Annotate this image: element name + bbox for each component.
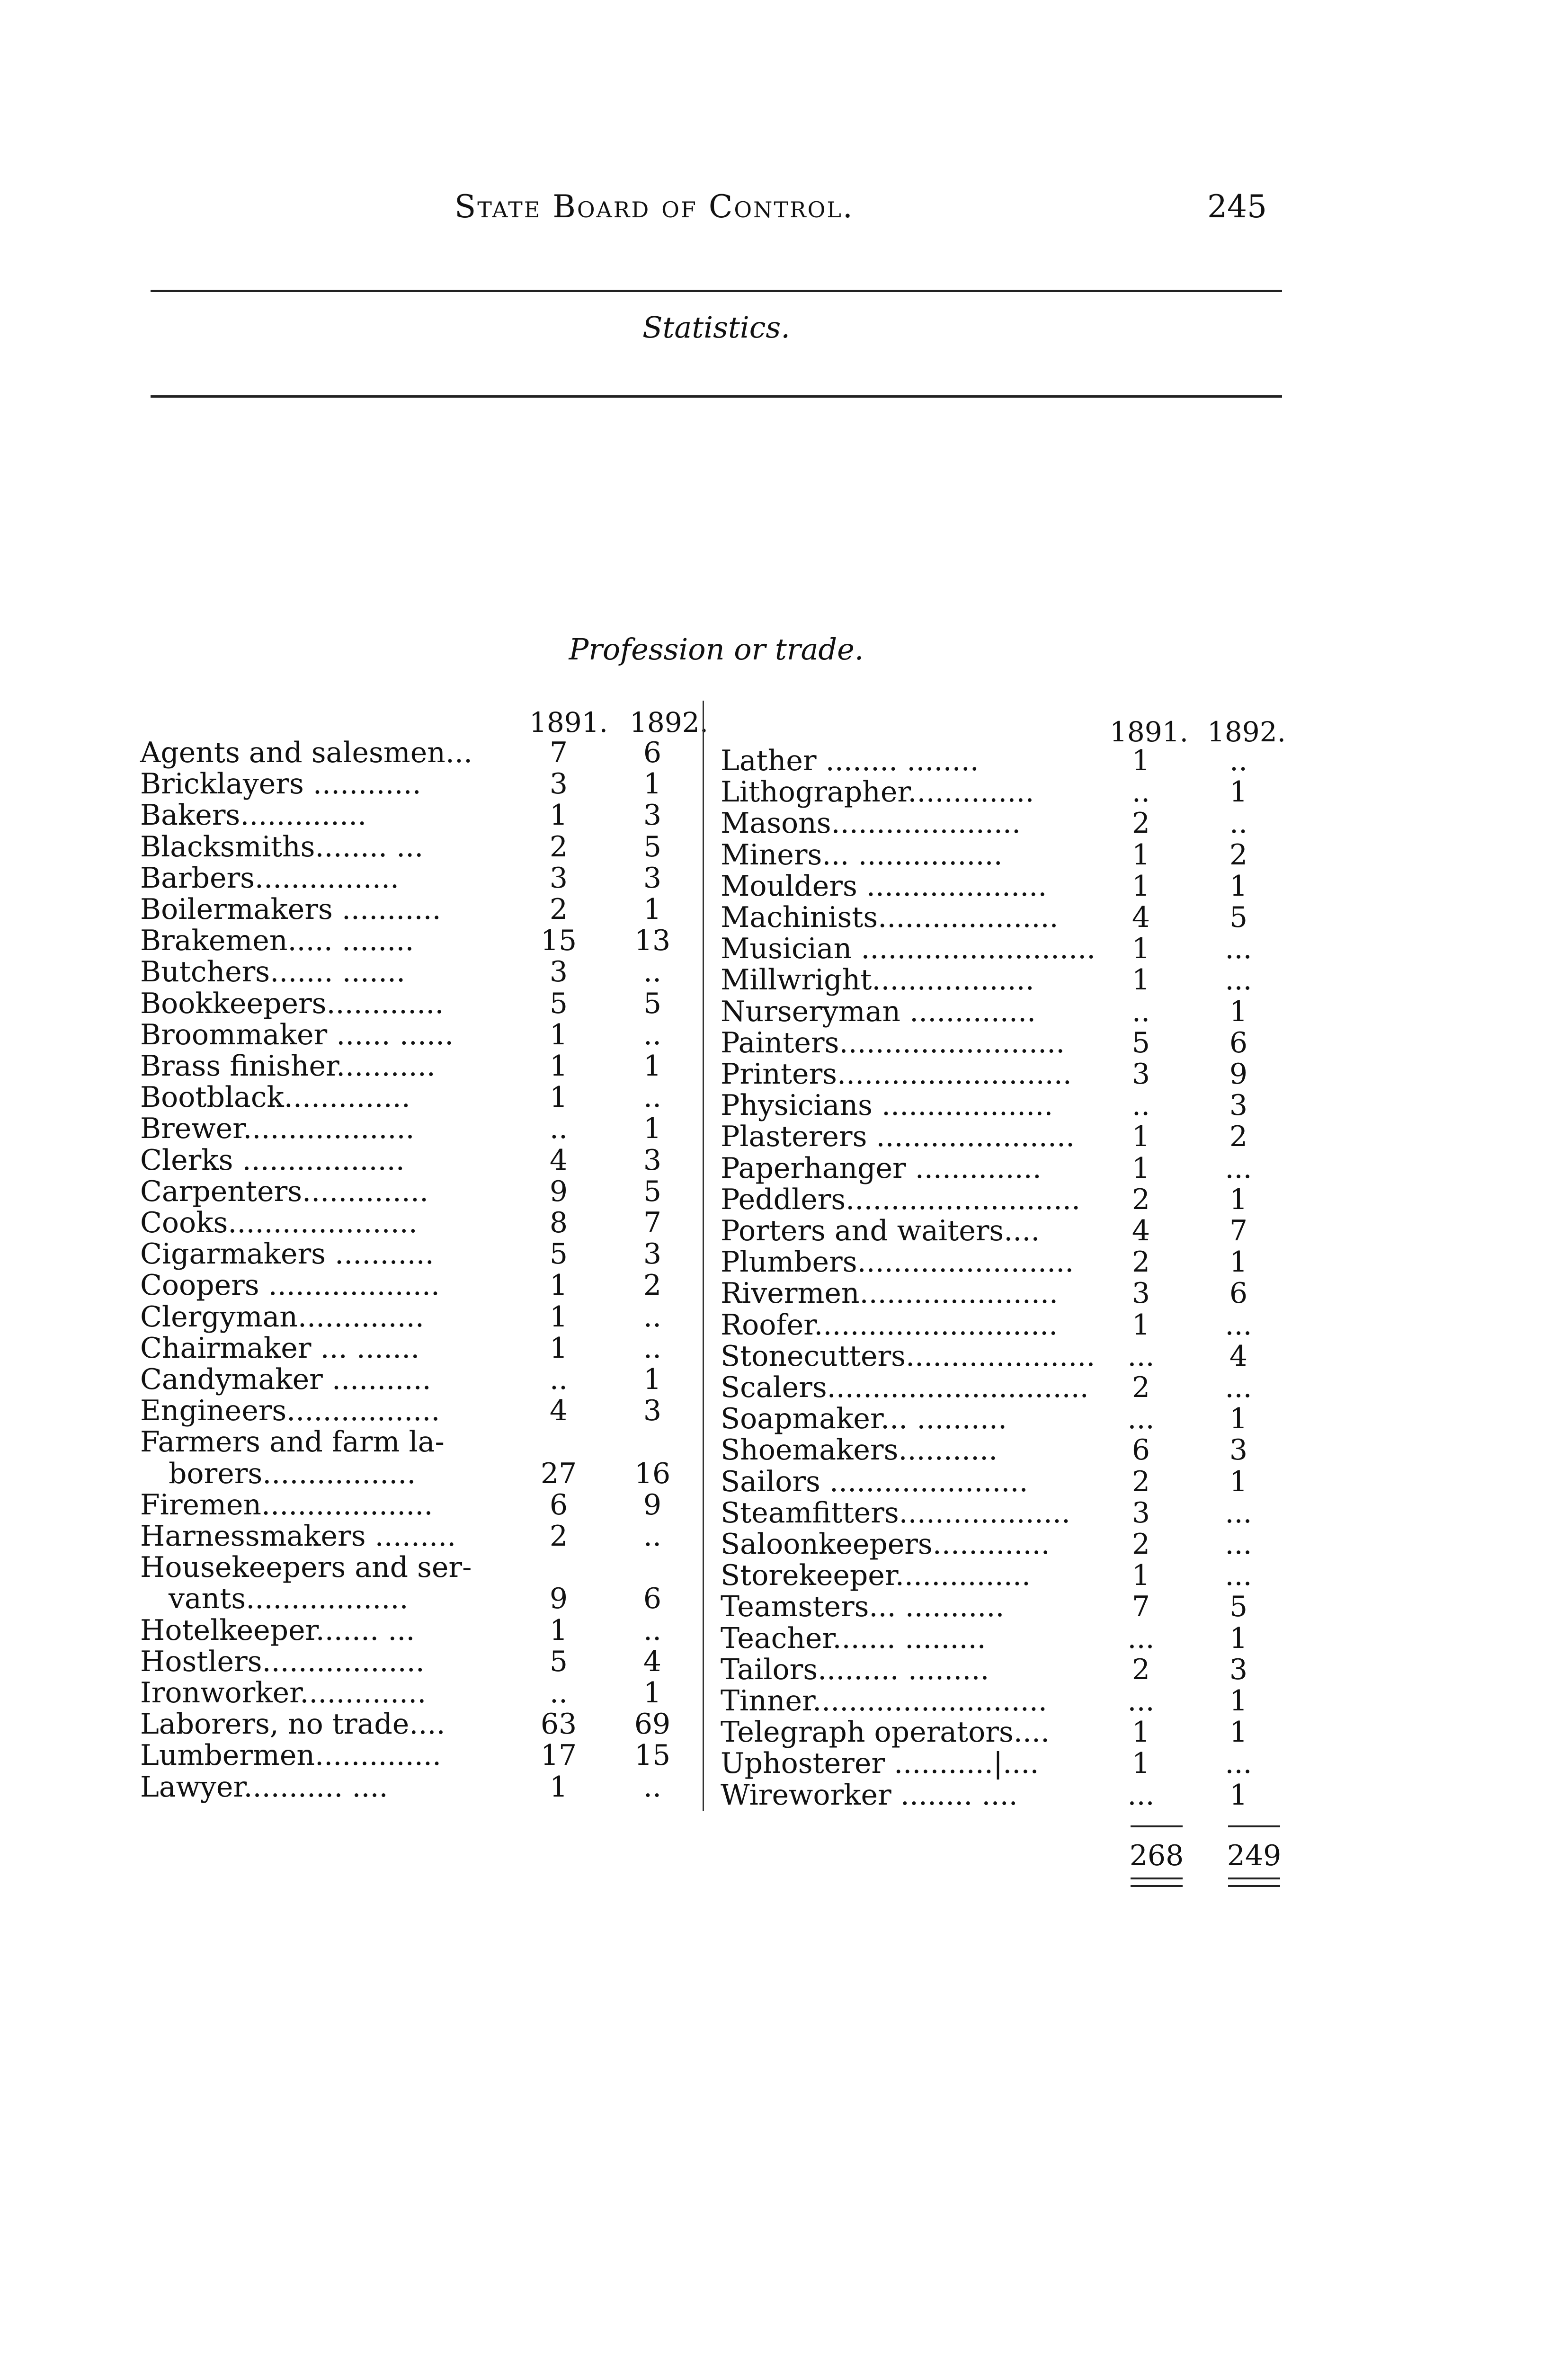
value-1892: 1 bbox=[643, 767, 662, 801]
value-1891: 1 bbox=[1131, 1716, 1150, 1749]
value-1892: .. bbox=[643, 1300, 662, 1334]
table-row bbox=[0, 775, 1568, 807]
value-1891: 4 bbox=[549, 1394, 568, 1428]
value-1892: 6 bbox=[1229, 1026, 1248, 1059]
value-1891: ... bbox=[1127, 1402, 1155, 1436]
profession-label: Laborers, no trade.... bbox=[140, 1708, 445, 1741]
value-1891: 1 bbox=[549, 799, 568, 832]
value-1892: 2 bbox=[1229, 1120, 1248, 1154]
profession-label: Soapmaker... .......... bbox=[721, 1402, 1007, 1436]
table-row bbox=[0, 963, 1568, 995]
table-row bbox=[0, 1246, 1568, 1277]
value-1892: 4 bbox=[643, 1645, 662, 1678]
table-row bbox=[0, 1559, 1568, 1593]
profession-label: Bakers.............. bbox=[140, 799, 367, 832]
value-1891: 15 bbox=[540, 924, 577, 958]
total-double-rule-1891 bbox=[1131, 1878, 1183, 1887]
value-1892: 1 bbox=[1229, 1465, 1248, 1498]
table-row bbox=[0, 1465, 1568, 1496]
value-1891: 1 bbox=[1131, 869, 1150, 903]
profession-label: Lithographer.............. bbox=[721, 775, 1034, 809]
table-row bbox=[0, 901, 1568, 932]
profession-label: Brewer................... bbox=[140, 1112, 415, 1146]
value-1892: 5 bbox=[643, 830, 662, 863]
table-row bbox=[0, 1058, 1568, 1089]
profession-label: Bootblack.............. bbox=[140, 1081, 410, 1114]
value-1891: 2 bbox=[1131, 1465, 1150, 1498]
value-1891: 4 bbox=[549, 1143, 568, 1177]
value-1891: 6 bbox=[549, 1488, 568, 1522]
value-1892: 2 bbox=[1229, 838, 1248, 872]
value-1892: 5 bbox=[643, 987, 662, 1020]
total-1892: 249 bbox=[1227, 1839, 1282, 1872]
value-1891: 4 bbox=[1131, 901, 1150, 934]
value-1891: ... bbox=[1127, 1339, 1155, 1373]
value-1891: 1 bbox=[549, 1018, 568, 1051]
value-1891: 63 bbox=[540, 1708, 577, 1741]
value-1891: ... bbox=[1127, 1684, 1155, 1717]
page-number: 245 bbox=[1207, 188, 1267, 225]
profession-label: Brass finisher........... bbox=[140, 1050, 436, 1083]
value-1891: 1 bbox=[1131, 1308, 1150, 1342]
value-1891: 1 bbox=[1131, 1120, 1150, 1154]
profession-label: Hotelkeeper....... ... bbox=[140, 1613, 415, 1647]
profession-label: Chairmaker ... ....... bbox=[140, 1331, 420, 1365]
value-1892: 16 bbox=[634, 1457, 671, 1490]
value-1892: 1 bbox=[1229, 1778, 1248, 1812]
profession-label: Millwright.................. bbox=[721, 963, 1034, 997]
value-1891: 1 bbox=[549, 1300, 568, 1334]
profession-label: Carpenters.............. bbox=[140, 1175, 429, 1208]
value-1892: ... bbox=[1225, 1747, 1252, 1780]
value-1891: 8 bbox=[549, 1206, 568, 1239]
profession-label: Lumbermen.............. bbox=[140, 1739, 442, 1772]
running-head bbox=[454, 188, 854, 225]
profession-label: Bricklayers ............ bbox=[140, 767, 421, 801]
profession-label: Farmers and farm la- bbox=[140, 1425, 445, 1459]
table-row bbox=[0, 1716, 1568, 1747]
value-1891: 1 bbox=[549, 1269, 568, 1302]
profession-label: Plumbers........................ bbox=[721, 1246, 1074, 1279]
top-rule bbox=[151, 290, 1282, 292]
profession-label: Bookkeepers............. bbox=[140, 987, 444, 1020]
value-1892: .. bbox=[1229, 744, 1248, 777]
value-1891: ... bbox=[1127, 1621, 1155, 1655]
value-1891: 17 bbox=[540, 1739, 577, 1772]
value-1892: ... bbox=[1225, 1151, 1252, 1185]
value-1892: 1 bbox=[1229, 1183, 1248, 1216]
value-1892: .. bbox=[643, 1613, 662, 1647]
left-col-head-1892: 1892. bbox=[630, 706, 709, 739]
value-1892: 3 bbox=[643, 799, 662, 832]
profession-label: Porters and waiters.... bbox=[721, 1214, 1040, 1247]
statistics-subheading: Statistics. bbox=[642, 310, 790, 345]
value-1891: 1 bbox=[1131, 1747, 1150, 1780]
profession-label: Blacksmiths........ ... bbox=[140, 830, 424, 863]
value-1892: 1 bbox=[643, 893, 662, 926]
value-1891: 1 bbox=[549, 1050, 568, 1083]
profession-label: Saloonkeepers............. bbox=[721, 1528, 1050, 1561]
value-1891: 1 bbox=[549, 1331, 568, 1365]
value-1891: 27 bbox=[540, 1457, 577, 1490]
value-1891: 1 bbox=[1131, 932, 1150, 966]
value-1891: 2 bbox=[549, 1520, 568, 1553]
value-1891: 3 bbox=[1131, 1277, 1150, 1310]
profession-label: Scalers............................. bbox=[721, 1371, 1089, 1404]
value-1891: 9 bbox=[549, 1582, 568, 1616]
value-1892: ... bbox=[1225, 1528, 1252, 1561]
table-row bbox=[0, 1183, 1568, 1214]
profession-label: Ironworker.............. bbox=[140, 1676, 427, 1709]
total-1891: 268 bbox=[1129, 1839, 1184, 1872]
value-1892: ... bbox=[1225, 1496, 1252, 1530]
table-row bbox=[0, 1214, 1568, 1246]
value-1891: 1 bbox=[1131, 1559, 1150, 1593]
value-1892: .. bbox=[1229, 807, 1248, 840]
right-col-head-1892: 1892. bbox=[1207, 716, 1286, 748]
profession-label: Firemen................... bbox=[140, 1488, 433, 1522]
value-1892: 6 bbox=[643, 736, 662, 769]
profession-label: Telegraph operators.... bbox=[721, 1716, 1050, 1749]
profession-label: Clergyman.............. bbox=[140, 1300, 424, 1334]
value-1891: 5 bbox=[549, 1645, 568, 1678]
right-col-head-1891: 1891. bbox=[1110, 716, 1189, 748]
value-1892: ... bbox=[1225, 932, 1252, 966]
value-1891: .. bbox=[549, 1676, 568, 1709]
value-1891: 6 bbox=[1131, 1433, 1150, 1467]
value-1891: .. bbox=[549, 1363, 568, 1396]
value-1892: 3 bbox=[1229, 1653, 1248, 1686]
total-rule-1892 bbox=[1228, 1825, 1280, 1827]
value-1892: ... bbox=[1225, 963, 1252, 997]
table-row bbox=[0, 1120, 1568, 1154]
profession-label: Tinner.......................... bbox=[721, 1684, 1047, 1717]
value-1891: 1 bbox=[549, 1613, 568, 1647]
profession-label: Nurseryman .............. bbox=[721, 995, 1036, 1028]
table-row bbox=[0, 1277, 1568, 1308]
table-row bbox=[0, 1152, 1568, 1183]
table-row bbox=[0, 1371, 1568, 1402]
value-1892: 69 bbox=[634, 1708, 671, 1741]
value-1892: 3 bbox=[643, 1394, 662, 1428]
profession-label: Candymaker ........... bbox=[140, 1363, 431, 1396]
value-1892: 9 bbox=[643, 1488, 662, 1522]
table-row bbox=[0, 932, 1568, 966]
table-row bbox=[0, 1779, 1568, 1810]
profession-label: Brakemen..... ........ bbox=[140, 924, 414, 958]
profession-label: Physicians ................... bbox=[721, 1089, 1053, 1122]
profession-label: Plasterers ...................... bbox=[721, 1120, 1075, 1154]
value-1892: 5 bbox=[1229, 1590, 1248, 1624]
value-1892: 4 bbox=[1229, 1339, 1248, 1373]
value-1891: 2 bbox=[1131, 807, 1150, 840]
table-row bbox=[0, 995, 1568, 1026]
profession-label: Engineers................. bbox=[140, 1394, 440, 1428]
value-1891: 2 bbox=[1131, 1528, 1150, 1561]
value-1891: .. bbox=[549, 1112, 568, 1146]
profession-label: vants.................. bbox=[169, 1582, 409, 1616]
value-1891: 3 bbox=[549, 861, 568, 895]
profession-label: Housekeepers and ser- bbox=[140, 1551, 472, 1584]
profession-label: Storekeeper............... bbox=[721, 1559, 1031, 1593]
value-1892: 1 bbox=[1229, 995, 1248, 1028]
table-row bbox=[0, 744, 1568, 775]
profession-label: Shoemakers........... bbox=[721, 1433, 998, 1467]
table-row bbox=[0, 870, 1568, 901]
profession-label: Clerks .................. bbox=[140, 1143, 405, 1177]
profession-label: Uphosterer ...........|.... bbox=[721, 1747, 1039, 1780]
left-col-head-1891: 1891. bbox=[529, 706, 608, 739]
second-rule bbox=[151, 395, 1282, 398]
value-1891: 3 bbox=[1131, 1058, 1150, 1091]
table-row bbox=[0, 1684, 1568, 1716]
profession-label: Boilermakers ........... bbox=[140, 893, 441, 926]
value-1891: 7 bbox=[549, 736, 568, 769]
profession-label: Broommaker ...... ...... bbox=[140, 1018, 454, 1051]
table-row bbox=[0, 1590, 1568, 1624]
value-1891: 2 bbox=[1131, 1371, 1150, 1404]
value-1891: 9 bbox=[549, 1175, 568, 1208]
value-1891: 3 bbox=[1131, 1496, 1150, 1530]
value-1892: 7 bbox=[1229, 1214, 1248, 1247]
profession-label: Wireworker ........ .... bbox=[721, 1778, 1018, 1812]
value-1892: 3 bbox=[643, 1237, 662, 1271]
profession-label: Butchers....... ....... bbox=[140, 955, 406, 989]
value-1891: 5 bbox=[549, 987, 568, 1020]
value-1891: 2 bbox=[1131, 1183, 1150, 1216]
profession-label: Teamsters... ........... bbox=[721, 1590, 1005, 1624]
profession-label: Roofer........................... bbox=[721, 1308, 1058, 1342]
value-1892: ... bbox=[1225, 1371, 1252, 1404]
value-1891: 1 bbox=[1131, 744, 1150, 777]
profession-label: Cigarmakers ........... bbox=[140, 1237, 434, 1271]
table-row bbox=[0, 1622, 1568, 1653]
profession-label: Coopers ................... bbox=[140, 1269, 440, 1302]
value-1891: 4 bbox=[1131, 1214, 1150, 1247]
value-1891: 1 bbox=[1131, 963, 1150, 997]
value-1891: 3 bbox=[549, 767, 568, 801]
table-row bbox=[0, 1496, 1568, 1528]
value-1892: 2 bbox=[643, 1269, 662, 1302]
value-1891: 5 bbox=[1131, 1026, 1150, 1059]
value-1891: 2 bbox=[1131, 1653, 1150, 1686]
value-1891: 1 bbox=[1131, 1151, 1150, 1185]
table-title: Profession or trade. bbox=[569, 632, 864, 667]
value-1891: 1 bbox=[549, 1081, 568, 1114]
value-1892: 6 bbox=[643, 1582, 662, 1616]
value-1892: 1 bbox=[1229, 869, 1248, 903]
value-1891: .. bbox=[1131, 1089, 1150, 1122]
value-1892: 1 bbox=[1229, 1684, 1248, 1717]
value-1892: 1 bbox=[1229, 1402, 1248, 1436]
value-1892: 3 bbox=[643, 861, 662, 895]
profession-label: Rivermen...................... bbox=[721, 1277, 1059, 1310]
table-row bbox=[0, 1340, 1568, 1371]
value-1892: .. bbox=[643, 1770, 662, 1804]
table-row bbox=[0, 1433, 1568, 1465]
table-row bbox=[0, 807, 1568, 838]
total-rule-1891 bbox=[1131, 1825, 1183, 1827]
table-row bbox=[0, 1402, 1568, 1436]
value-1891: .. bbox=[1131, 775, 1150, 809]
profession-label: Peddlers.......................... bbox=[721, 1183, 1081, 1216]
profession-label: Lather ........ ........ bbox=[721, 744, 979, 777]
value-1892: 1 bbox=[1229, 1246, 1248, 1279]
profession-label: Paperhanger .............. bbox=[721, 1151, 1042, 1185]
table-row bbox=[0, 1528, 1568, 1559]
profession-label: Agents and salesmen... bbox=[140, 736, 473, 769]
table-row bbox=[0, 1026, 1568, 1058]
value-1892: 1 bbox=[1229, 1621, 1248, 1655]
profession-label: borers................. bbox=[169, 1457, 416, 1490]
value-1892: .. bbox=[643, 1331, 662, 1365]
profession-label: Sailors ...................... bbox=[721, 1465, 1028, 1498]
value-1892: .. bbox=[643, 1018, 662, 1051]
value-1891: .. bbox=[1131, 995, 1150, 1028]
profession-label: Machinists.................... bbox=[721, 901, 1059, 934]
value-1892: 5 bbox=[1229, 901, 1248, 934]
table-row bbox=[0, 838, 1568, 870]
value-1892: 1 bbox=[643, 1050, 662, 1083]
value-1891: 5 bbox=[549, 1237, 568, 1271]
value-1892: 5 bbox=[643, 1175, 662, 1208]
profession-label: Miners... ................ bbox=[721, 838, 1003, 872]
running-title: State Board of Control. bbox=[454, 188, 854, 225]
value-1892: 13 bbox=[634, 924, 671, 958]
value-1891: ... bbox=[1127, 1778, 1155, 1812]
total-double-rule-1892 bbox=[1228, 1878, 1280, 1887]
value-1892: 1 bbox=[1229, 775, 1248, 809]
value-1891: 1 bbox=[549, 1770, 568, 1804]
value-1892: 3 bbox=[1229, 1433, 1248, 1467]
profession-label: Stonecutters..................... bbox=[721, 1339, 1096, 1373]
profession-label: Lawyer........... .... bbox=[140, 1770, 388, 1804]
profession-label: Moulders .................... bbox=[721, 869, 1047, 903]
value-1892: .. bbox=[643, 955, 662, 989]
profession-label: Steamfitters................... bbox=[721, 1496, 1070, 1530]
profession-label: Barbers................ bbox=[140, 861, 400, 895]
value-1892: 15 bbox=[634, 1739, 671, 1772]
value-1892: 1 bbox=[643, 1112, 662, 1146]
value-1892: 9 bbox=[1229, 1058, 1248, 1091]
value-1892: ... bbox=[1225, 1559, 1252, 1593]
profession-label: Hostlers.................. bbox=[140, 1645, 425, 1678]
profession-label: Musician .......................... bbox=[721, 932, 1096, 966]
table-row bbox=[0, 1308, 1568, 1340]
value-1892: 3 bbox=[643, 1143, 662, 1177]
value-1891: 7 bbox=[1131, 1590, 1150, 1624]
value-1891: 2 bbox=[549, 893, 568, 926]
value-1892: ... bbox=[1225, 1308, 1252, 1342]
value-1891: 3 bbox=[549, 955, 568, 989]
profession-label: Teacher....... ......... bbox=[721, 1621, 986, 1655]
value-1891: 1 bbox=[1131, 838, 1150, 872]
value-1892: 1 bbox=[643, 1676, 662, 1709]
profession-label: Painters......................... bbox=[721, 1026, 1065, 1059]
value-1892: 1 bbox=[643, 1363, 662, 1396]
value-1892: 6 bbox=[1229, 1277, 1248, 1310]
value-1891: 2 bbox=[1131, 1246, 1150, 1279]
table-row bbox=[0, 1747, 1568, 1778]
table-row bbox=[0, 1089, 1568, 1120]
value-1891: 2 bbox=[549, 830, 568, 863]
profession-label: Cooks..................... bbox=[140, 1206, 418, 1239]
table-row bbox=[0, 1653, 1568, 1684]
profession-label: Printers.......................... bbox=[721, 1058, 1072, 1091]
value-1892: 3 bbox=[1229, 1089, 1248, 1122]
value-1892: .. bbox=[643, 1520, 662, 1553]
profession-label: Masons..................... bbox=[721, 807, 1021, 840]
value-1892: 1 bbox=[1229, 1716, 1248, 1749]
value-1892: 7 bbox=[643, 1206, 662, 1239]
profession-label: Harnessmakers ......... bbox=[140, 1520, 456, 1553]
profession-label: Tailors......... ......... bbox=[721, 1653, 989, 1686]
value-1892: .. bbox=[643, 1081, 662, 1114]
